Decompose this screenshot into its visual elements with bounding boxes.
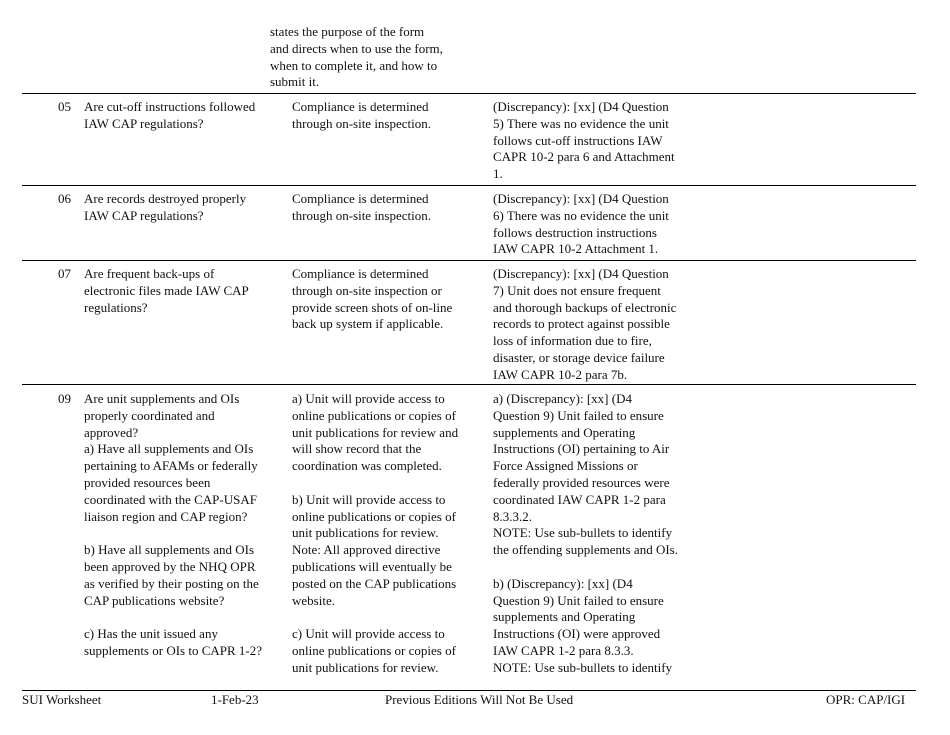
finding-cell: (Discrepancy): [xx] (D4 Question 7) Unit does not ensure frequent and thorough backups of electronic records to protect against possible loss of information due to fire, disaster, or storage device failure IAW CAPR 10-2 para 7b. (493, 266, 677, 382)
finding-cell: (Discrepancy): [xx] (D4 Question 5) There was no evidence the unit follows cut-off instructions IAW CAPR 10-2 para 6 and Attachment 1. (493, 99, 675, 182)
row-divider (22, 260, 916, 261)
question-cell: Are unit supplements and OIs properly coordinated and approved? a) Have all supplements and OIs pertaining to AFAMs or federally provided resources been coordinated with the CAP-USAF liaison region and CAP region? b) Have all supplements and OIs been approved by the NHQ OPR as verified by their posting on the CAP publications website? c) Has the unit issued any supplements or OIs to CAPR 1-2? (84, 391, 263, 658)
footer-date: 1-Feb-23 (211, 692, 259, 707)
footer-notice: Previous Editions Will Not Be Used (385, 692, 574, 707)
question-cell: Are records destroyed properly IAW CAP regulations? (84, 191, 247, 223)
row-divider (22, 384, 916, 385)
method-cell: states the purpose of the form and directs when to use the form, when to complete it, and how to submit it. (270, 24, 443, 90)
question-cell: Are frequent back-ups of electronic files made IAW CAP regulations? (84, 266, 249, 315)
method-cell: Compliance is determined through on-site inspection. (292, 191, 432, 223)
question-number: 07 (58, 266, 71, 281)
footer-opr: OPR: CAP/IGI (826, 692, 906, 707)
question-number: 09 (58, 391, 71, 406)
footer-divider (22, 690, 916, 691)
method-cell: Compliance is determined through on-site inspection or provide screen shots of on-line back up system if applicable. (292, 266, 453, 332)
row-divider (22, 185, 916, 186)
footer-form-name: SUI Worksheet (22, 692, 102, 707)
method-cell: Compliance is determined through on-site inspection. (292, 99, 432, 131)
question-cell: Are cut-off instructions followed IAW CAP regulations? (84, 99, 256, 131)
finding-cell: (Discrepancy): [xx] (D4 Question 6) There was no evidence the unit follows destruction instructions IAW CAPR 10-2 Attachment 1. (493, 191, 669, 257)
method-cell: a) Unit will provide access to online publications or copies of unit publications for review and will show record that the coordination was completed. b) Unit will provide access to online publications or copies of unit publications for review. Note: All approved directive publications will eventually be posted on the CAP publications website. c) Unit will provide access to online publications or copies of unit publications for review. (292, 391, 459, 675)
finding-cell: a) (Discrepancy): [xx] (D4 Question 9) Unit failed to ensure supplements and Operating Instructions (OI) pertaining to Air Force Assigned Missions or federally provided resources were coordinated IAW CAPR 1-2 para 8.3.3.2. NOTE: Use sub-bullets to identify the offending supplements and OIs. b) (Discrepancy): [xx] (D4 Question 9) Unit failed to ensure supplements and Operating Instructions (OI) were approved IAW CAPR 1-2 para 8.3.3. NOTE: Use sub-bullets to identify (493, 391, 678, 675)
question-number: 06 (58, 191, 71, 206)
question-number: 05 (58, 99, 71, 114)
row-divider (22, 93, 916, 94)
